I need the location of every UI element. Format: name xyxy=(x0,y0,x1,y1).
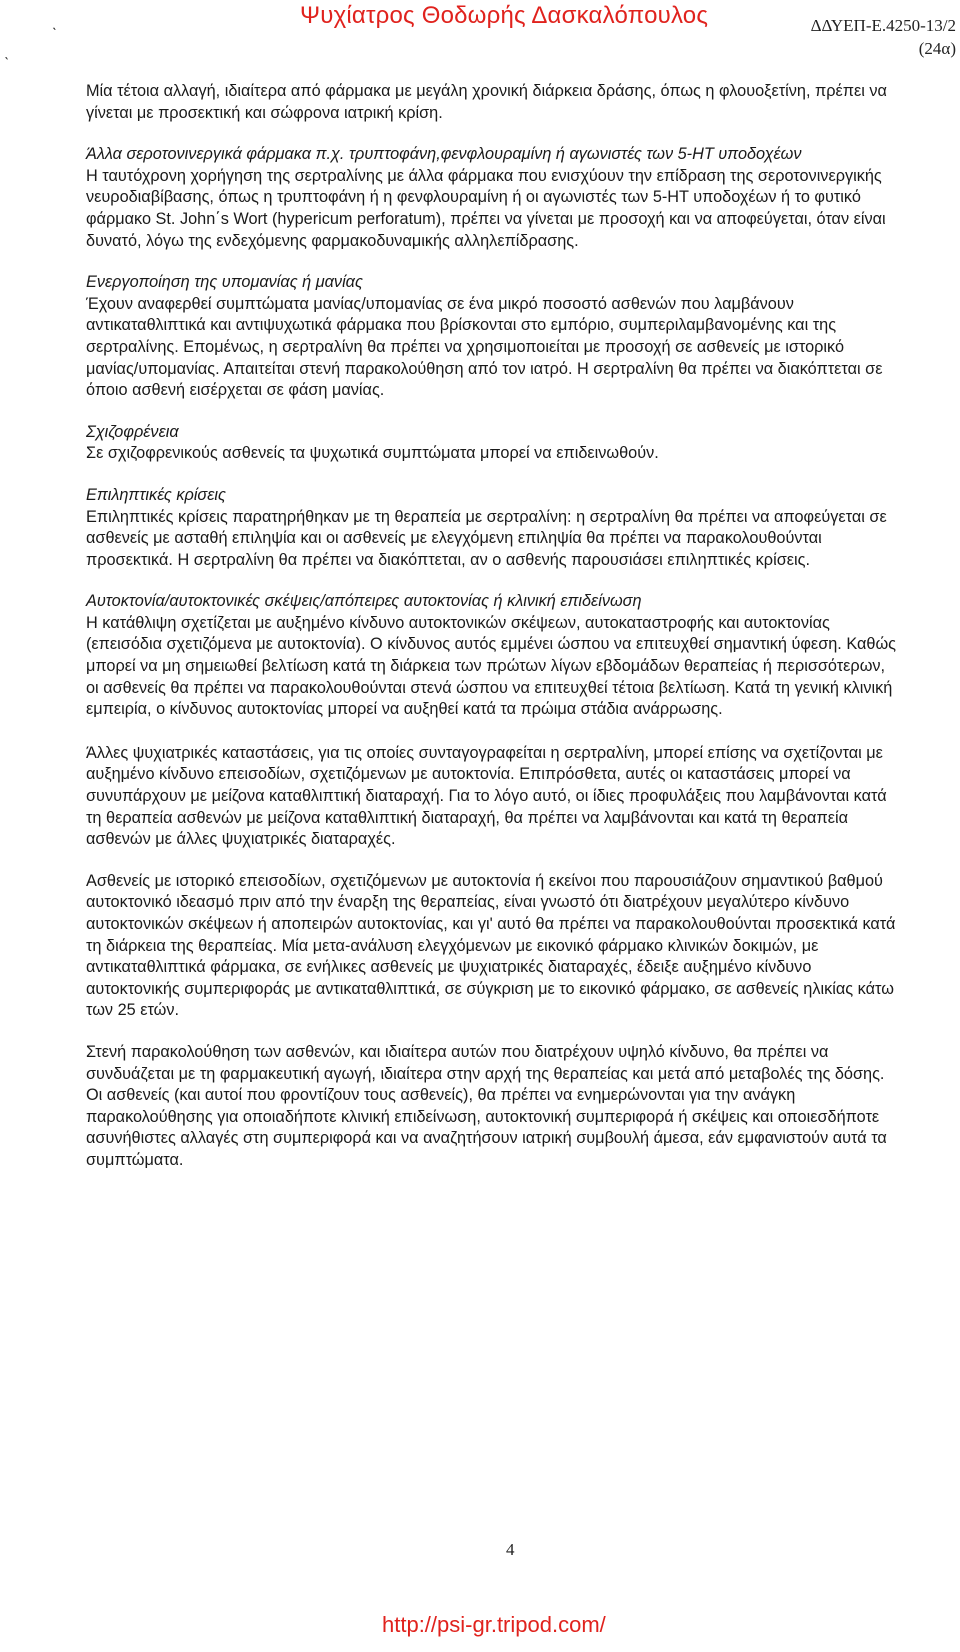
section-text: Έχουν αναφερθεί συμπτώματα μανίας/υπομανίας σε ένα μικρό ποσοστό ασθενών που λαμβάνουν αντικαταθλιπτικά και αντιψυχωτικά φάρμακα που βρίσκονται στο εμπόριο, συμπεριλαμβανομένης και της σερτραλίνης. Επομένως, η σερτραλίνη θα πρέπει να χρησιμοποιείται με προσοχή σε ασθενείς με ιστορικό μανίας/υπομανίας. Απαιτείται στενή παρακολούθηση από τον ιατρό. Η σερτραλίνη θα πρέπει να διακόπτεται σε όποιο ασθενή εισέρχεται σε φάση μανίας. xyxy=(86,294,883,400)
document-code-main: ΔΔΥΕΠ-Ε.4250-13/2 xyxy=(810,16,956,35)
paragraph: Μία τέτοια αλλαγή, ιδιαίτερα από φάρμακα με μεγάλη χρονική διάρκεια δράσης, όπως η φλουοξετίνη, πρέπει να γίνεται με προσεκτική και σώφρονα ιατρική κρίση. xyxy=(86,82,887,122)
document-code-sub: (24α) xyxy=(918,39,956,58)
section-heading: Άλλα σεροτονινεργικά φάρμακα π.χ. τρυπτοφάνη,φενφλουραμίνη ή αγωνιστές των 5-ΗΤ υποδοχέων xyxy=(86,145,802,164)
section-heading: Σχιζοφρένεια xyxy=(86,422,179,441)
scan-mark: ˎ xyxy=(52,14,58,31)
section-text: Η ταυτόχρονη χορήγηση της σερτραλίνης με άλλα φάρμακα που ενισχύουν την επίδραση της σεροτονινεργικής νευροδιαβίβασης, όπως η τρυπτοφάνη ή η φενφλουραμίνη ή οι αγωνιστές των 5-ΗΤ υποδοχέων ή το φυτικό φάρμακο St. John΄s Wort (hypericum perforatum), πρέπει να γίνεται με προσοχή και να αποφεύγεται, όταν είναι δυνατό, λόγω της ενδεχόμενης φαρμακοδυναμικής αλληλεπίδρασης. xyxy=(86,166,886,250)
paragraph: Άλλες ψυχιατρικές καταστάσεις, για τις οποίες συνταγογραφείται η σερτραλίνη, μπορεί επίσης να σχετίζονται με αυξημένο κίνδυνο επεισοδίων, σχετιζόμενων με αυτοκτονία. Επιπρόσθετα, αυτές οι καταστάσεις μπορεί να συνυπάρχουν με μείζονα καταθλιπτική διαταραχή. Για το λόγο αυτό, οι ίδιες προφυλάξεις που λαμβάνονται κατά τη θεραπεία ασθενών με μείζονα καταθλιπτική διαταραχή, θα πρέπει να λαμβάνονται και κατά τη θεραπεία ασθενών με άλλες ψυχιατρικές διαταραχές. xyxy=(86,743,887,849)
document-code xyxy=(811,14,956,60)
document-body xyxy=(86,81,898,1192)
section-heading: Ενεργοποίηση της υπομανίας ή μανίας xyxy=(86,273,363,292)
section-heading: Αυτοκτονία/αυτοκτονικές σκέψεις/απόπειρες αυτοκτονίας ή κλινική επιδείνωση xyxy=(86,592,642,611)
section-text: Επιληπτικές κρίσεις παρατηρήθηκαν με τη θεραπεία με σερτραλίνη: η σερτραλίνη θα πρέπει να αποφεύγεται σε ασθενείς με ασταθή επιληψία και οι ασθενείς με ελεγχόμενη επιληψία θα πρέπει να παρακολουθούνται προσεκτικά. Η σερτραλίνη θα πρέπει να διακόπτεται, αν ο ασθενής παρουσιάσει επιληπτικές κρίσεις. xyxy=(86,507,887,569)
section-schizophrenia xyxy=(86,422,898,465)
paragraph: Ασθενείς με ιστορικό επεισοδίων, σχετιζόμενων με αυτοκτονία ή εκείνοι που παρουσιάζουν σημαντικού βαθμού αυτοκτονικό ιδεασμό πριν από την έναρξη της θεραπείας, είναι γνωστό ότι διατρέχουν μεγαλύτερο κίνδυνο αυτοκτονικών σκέψεων ή αποπειρών αυτοκτονίας, και γι' αυτό θα πρέπει να παρακολουθούνται προσεκτικά κατά τη διάρκεια της θεραπείας. Μία μετα-ανάλυση ελεγχόμενων με εικονικό φάρμακο κλινικών δοκιμών, με αντικαταθλιπτικά φάρμακα, σε ενήλικες ασθενείς με ψυχιατρικές διαταραχές, έδειξε αυξημένο κίνδυνο αυτοκτονικής συμπεριφοράς με αντικαταθλιπτικά, σε σύγκριση με το εικονικό φάρμακο, σε ασθενείς ηλικίας κάτω των 25 ετών. xyxy=(86,871,896,1020)
paragraph: Στενή παρακολούθηση των ασθενών, και ιδιαίτερα αυτών που διατρέχουν υψηλό κίνδυνο, θα πρέπει να συνδυάζεται με τη φαρμακευτική αγωγή, ιδιαίτερα στην αρχή της θεραπείας και μετά από μεταβολές της δόσης. Οι ασθενείς (και αυτοί που φροντίζουν τους ασθενείς), θα πρέπει να ενημερώνονται για την ανάγκη παρακολούθησης για οποιαδήποτε κλινική επιδείνωση, αυτοκτονική συμπεριφορά ή σκέψεις και οποιεσδήποτε ασυνήθιστες αλλαγές στη συμπεριφορά και να αναζητήσουν ιατρική συμβουλή άμεσα, εάν εμφανιστούν αυτά τα συμπτώματα. xyxy=(86,1042,887,1169)
section-heading: Επιληπτικές κρίσεις xyxy=(86,485,226,504)
section-suicide xyxy=(86,591,898,721)
section-serotonergic xyxy=(86,144,898,252)
page-number: 4 xyxy=(506,1540,515,1559)
scan-mark: ˋ xyxy=(4,56,10,73)
section-seizures xyxy=(86,485,898,571)
footer-url: http://psi-gr.tripod.com/ xyxy=(382,1612,606,1637)
section-mania xyxy=(86,272,898,402)
section-text: Η κατάθλιψη σχετίζεται με αυξημένο κίνδυνο αυτοκτονικών σκέψεων, αυτοκαταστροφής και αυτοκτονίας (επεισόδια σχετιζόμενα με αυτοκτονία). Ο κίνδυνος αυτός εμμένει ώσπου να επιτευχθεί σημαντική ύφεση. Καθώς μπορεί να μη σημειωθεί βελτίωση κατά τη διάρκεια των πρώτων λίγων εβδομάδων θεραπείας ή περισσότερων, οι ασθενείς θα πρέπει να παρακολουθούνται στενά ώσπου να επιτευχθεί τέτοια βελτίωση. Κατά τη γενική κλινική εμπειρία, ο κίνδυνος αυτοκτονίας μπορεί να αυξηθεί κατά τα πρώιμα στάδια ανάρρωσης. xyxy=(86,613,897,719)
section-text: Σε σχιζοφρενικούς ασθενείς τα ψυχωτικά συμπτώματα μπορεί να επιδεινωθούν. xyxy=(86,444,659,463)
header-watermark: Ψυχίατρος Θοδωρής Δασκαλόπουλος xyxy=(300,2,709,29)
